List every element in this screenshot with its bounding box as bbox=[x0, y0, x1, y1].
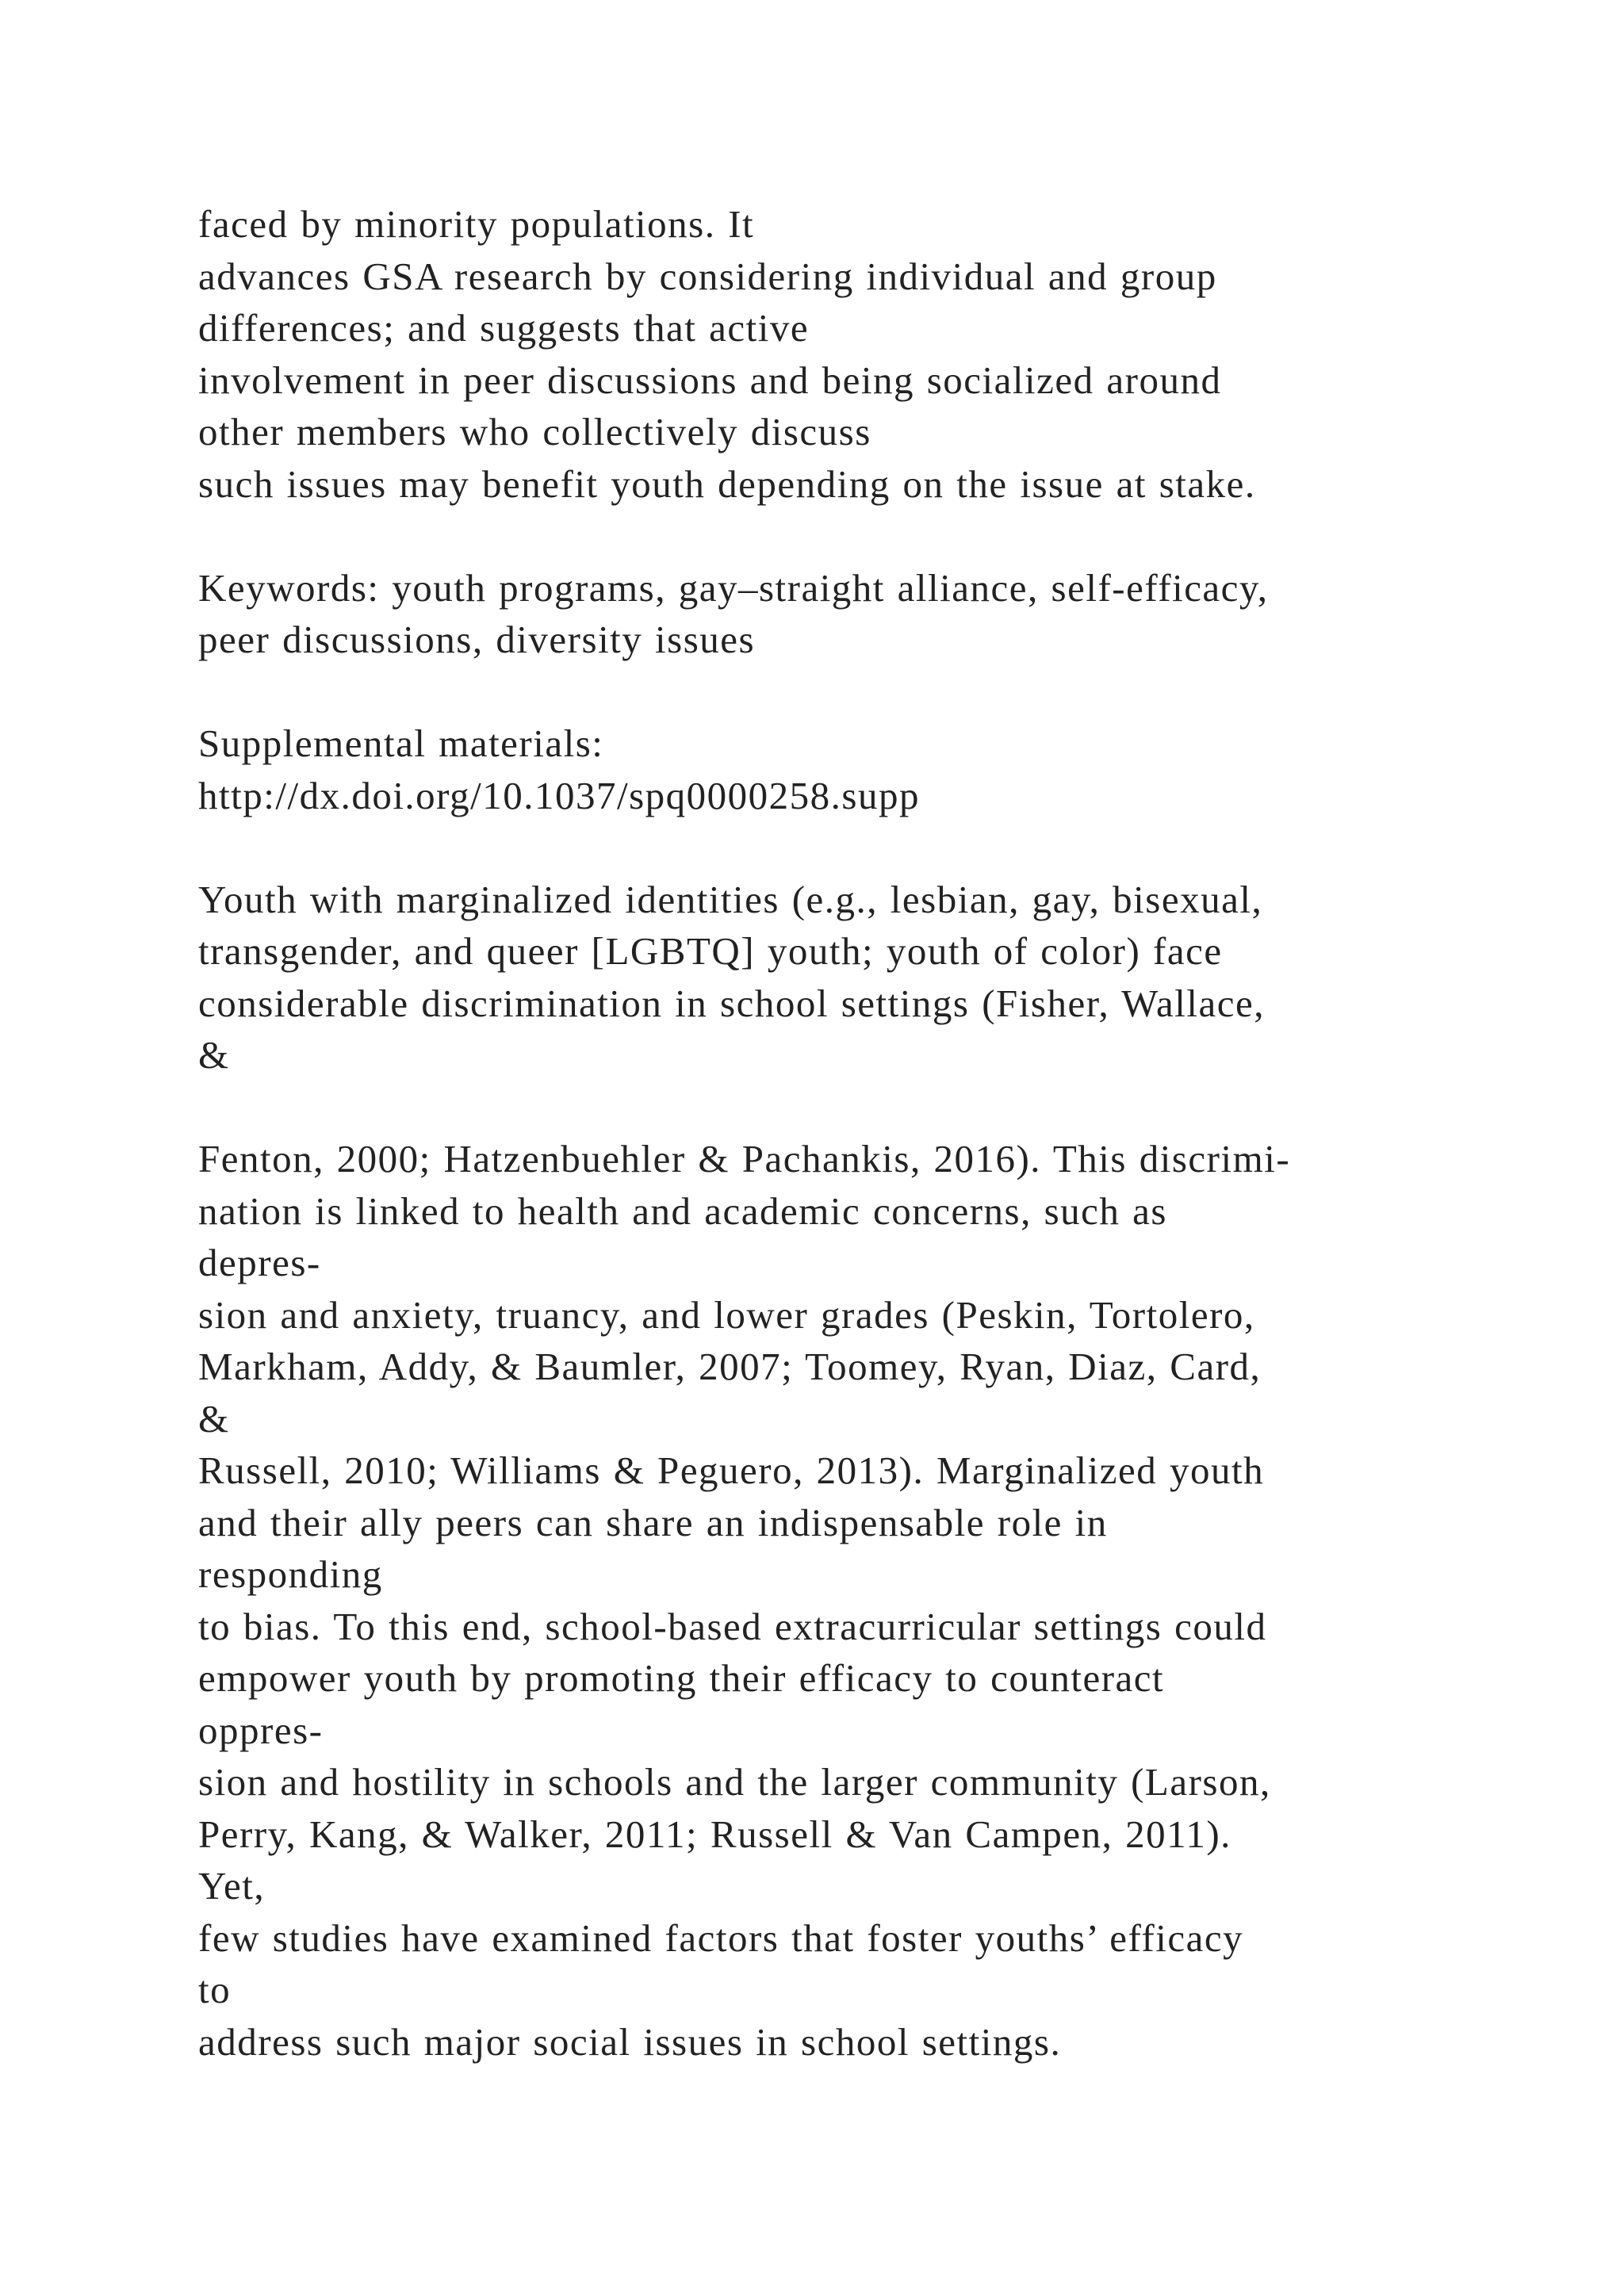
text-line: & bbox=[198, 1033, 230, 1077]
text-line: sion and anxiety, truancy, and lower grades (Peskin, Tortolero, bbox=[198, 1292, 1255, 1337]
blank-line bbox=[198, 1081, 1594, 1134]
text-line: such issues may benefit youth depending on the issue at stake. bbox=[198, 461, 1256, 506]
text-line: considerable discrimination in school settings (Fisher, Wallace, bbox=[198, 981, 1265, 1025]
text-line: faced by minority populations. It bbox=[198, 202, 755, 246]
blank-line bbox=[198, 666, 1594, 718]
blank-line bbox=[198, 510, 1594, 562]
text-line: empower youth by promoting their efficacy to counteract bbox=[198, 1656, 1165, 1700]
text-line: Fenton, 2000; Hatzenbuehler & Pachankis, 2016). This discrimi- bbox=[198, 1137, 1291, 1181]
keywords-line: Keywords: youth programs, gay–straight alliance, self-efficacy, bbox=[198, 565, 1269, 610]
text-line: sion and hostility in schools and the larger community (Larson, bbox=[198, 1760, 1271, 1804]
supplemental-link: http://dx.doi.org/10.1037/spq0000258.supp bbox=[198, 773, 920, 817]
text-line: transgender, and queer [LGBTQ] youth; youth of color) face bbox=[198, 929, 1223, 973]
text-line: nation is linked to health and academic concerns, such as bbox=[198, 1188, 1167, 1233]
text-line: Russell, 2010; Williams & Peguero, 2013). Marginalized youth bbox=[198, 1448, 1265, 1492]
text-line: oppres- bbox=[198, 1708, 324, 1752]
document-text bbox=[198, 198, 1594, 2068]
text-line: other members who collectively discuss bbox=[198, 410, 871, 453]
text-line: to bbox=[198, 1968, 232, 2011]
text-line: differences; and suggests that active bbox=[198, 306, 810, 350]
text-line: Youth with marginalized identities (e.g., lesbian, gay, bisexual, bbox=[198, 877, 1263, 921]
text-line: depres- bbox=[198, 1241, 321, 1284]
text-line: address such major social issues in school settings. bbox=[198, 2019, 1062, 2064]
text-line: Yet, bbox=[198, 1864, 266, 1908]
keywords-line: peer discussions, diversity issues bbox=[198, 618, 756, 661]
text-line: few studies have examined factors that foster youths’ efficacy bbox=[198, 1915, 1244, 1960]
text-line: to bias. To this end, school-based extracurricular settings could bbox=[198, 1604, 1267, 1648]
text-line: involvement in peer discussions and being socialized around bbox=[198, 358, 1222, 402]
text-line: and their ally peers can share an indispensable role in bbox=[198, 1500, 1108, 1544]
text-line: Perry, Kang, & Walker, 2011; Russell & Van Campen, 2011). bbox=[198, 1812, 1231, 1856]
blank-line bbox=[198, 821, 1594, 874]
text-line: Markham, Addy, & Baumler, 2007; Toomey, Ryan, Diaz, Card, bbox=[198, 1345, 1262, 1388]
text-line: advances GSA research by considering individual and group bbox=[198, 254, 1217, 298]
text-line: & bbox=[198, 1396, 230, 1441]
text-line: responding bbox=[198, 1552, 383, 1596]
supplemental-label: Supplemental materials: bbox=[198, 721, 604, 765]
